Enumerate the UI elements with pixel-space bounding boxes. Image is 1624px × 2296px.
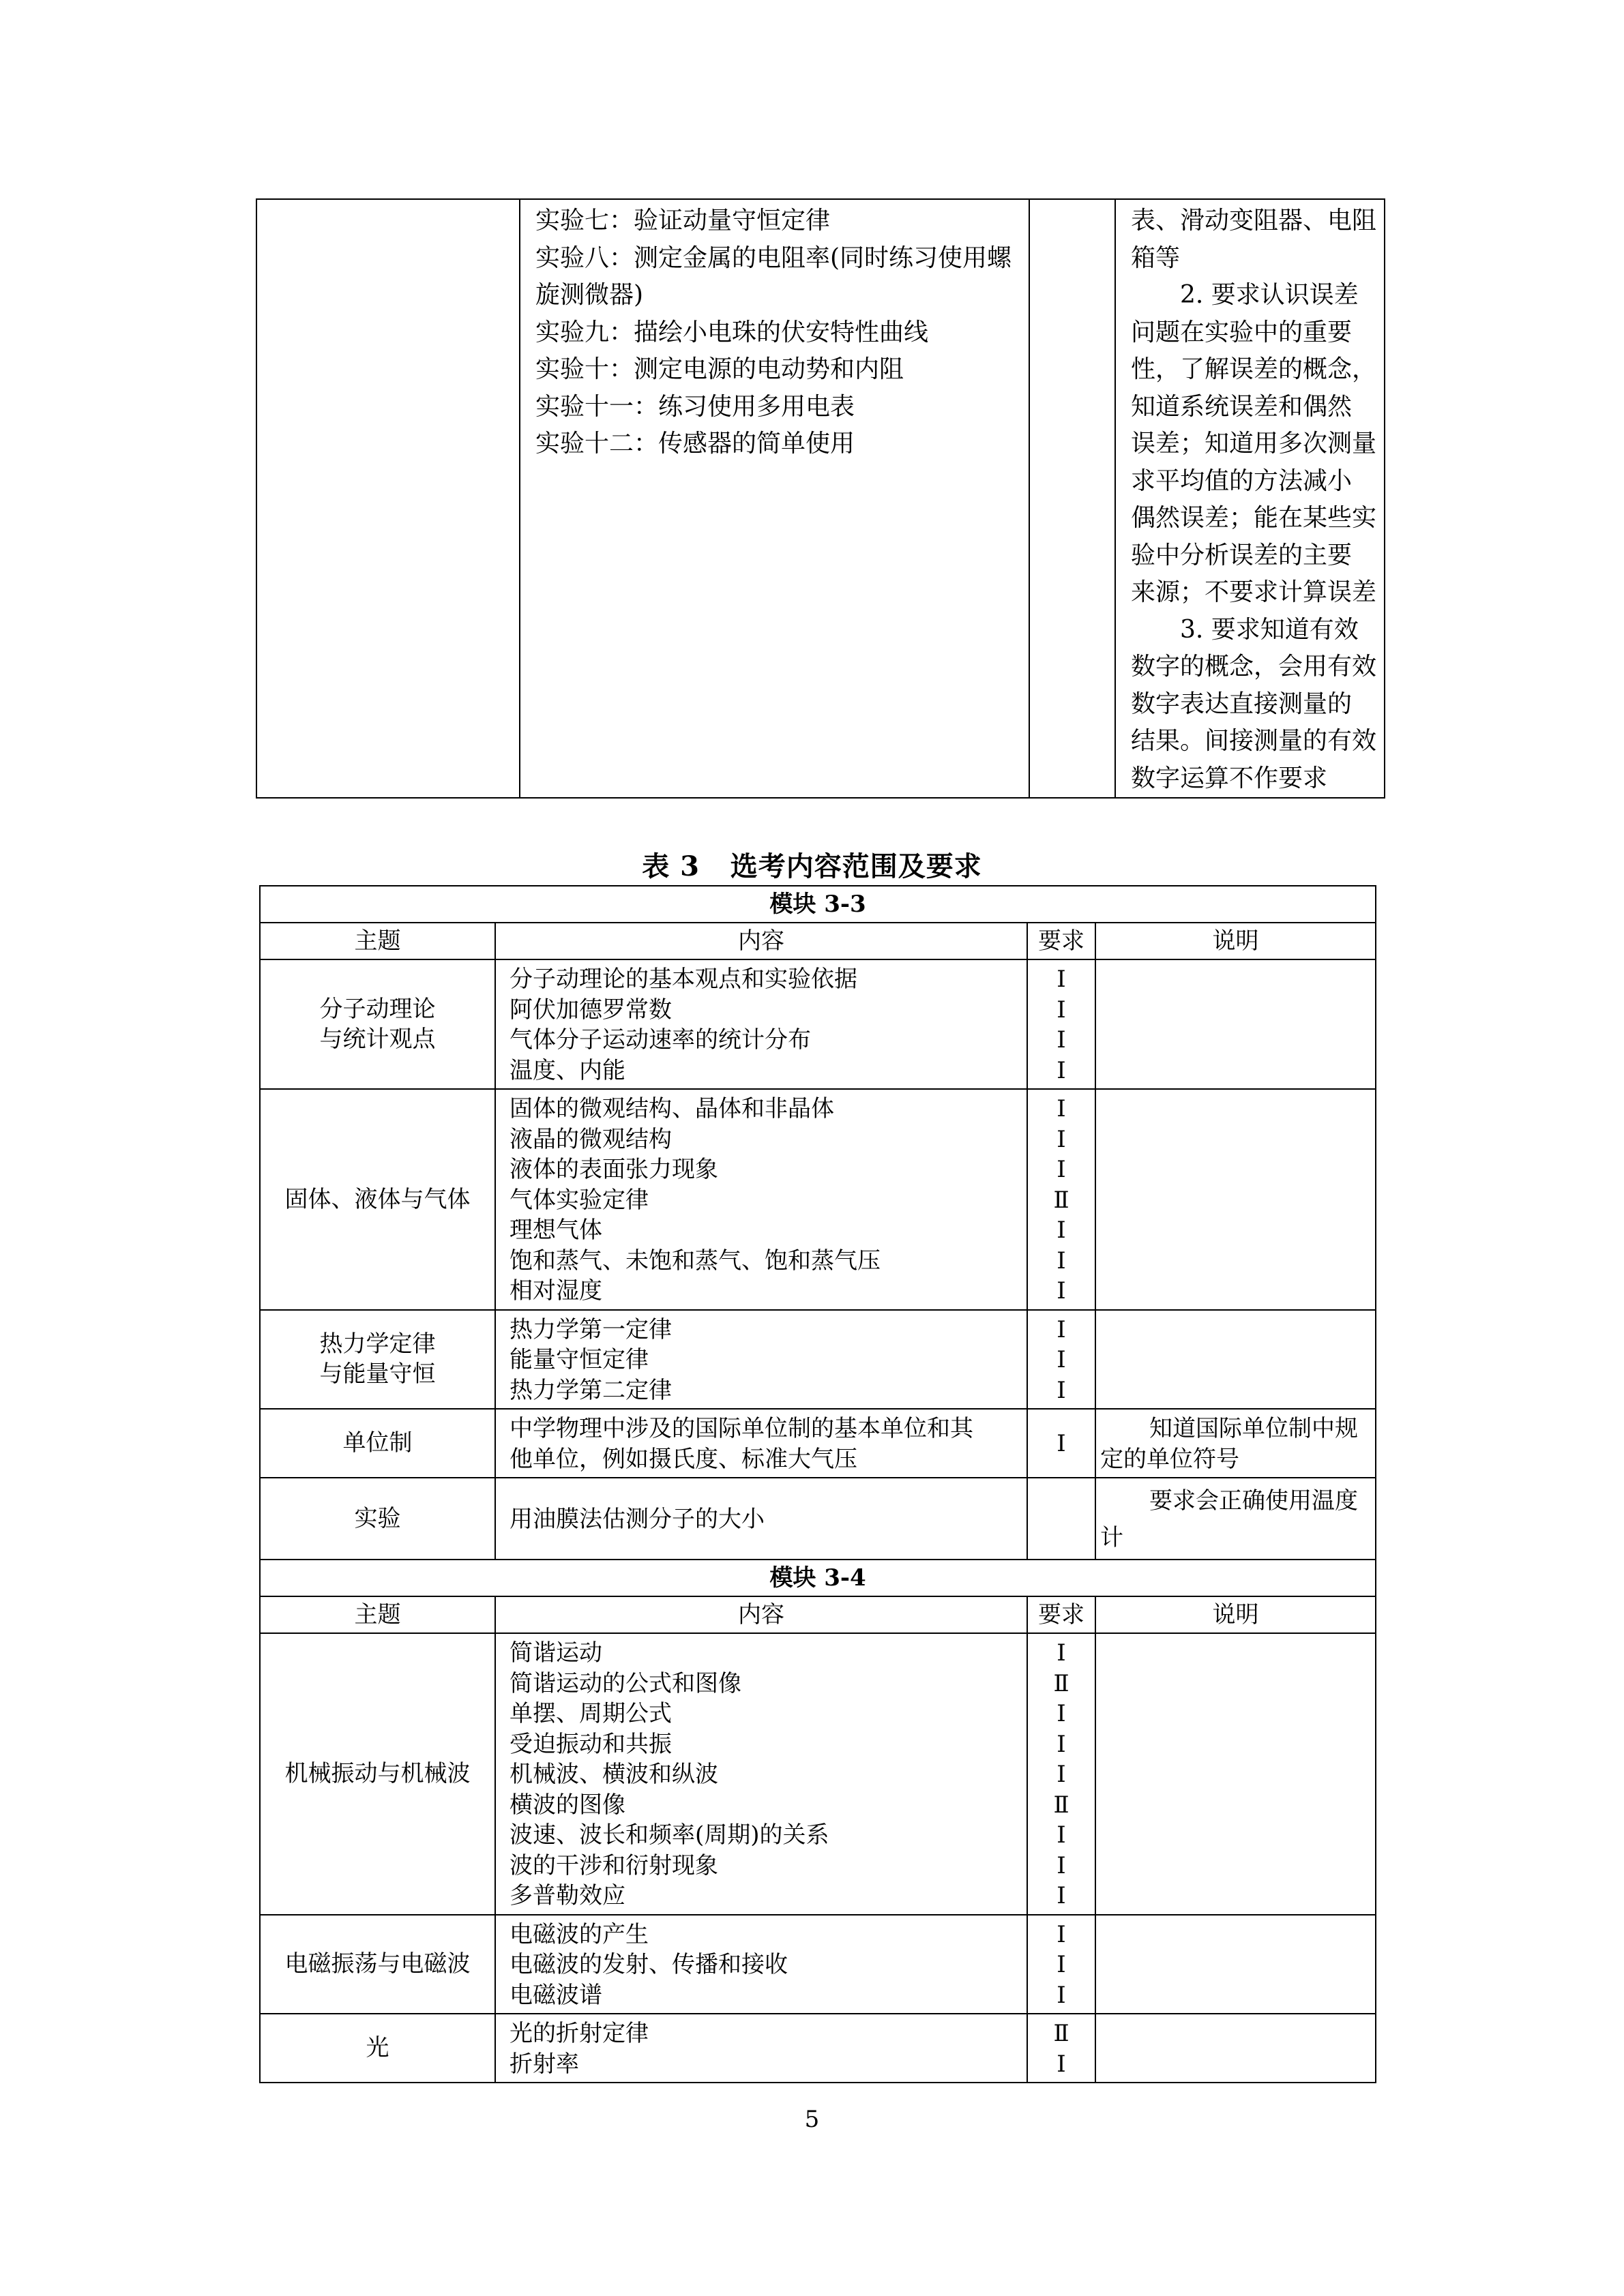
experiment-item: 旋测微器) — [535, 281, 644, 309]
topic-cell — [260, 1089, 495, 1310]
requirement-level: Ⅰ — [1057, 1981, 1066, 2009]
requirement-cell — [1027, 2014, 1095, 2083]
requirement-level: Ⅱ — [1053, 1186, 1069, 1214]
content-item: 理想气体 — [510, 1217, 602, 1244]
topic-cell — [260, 1310, 495, 1410]
description-line: 定的单位符号 — [1100, 1445, 1239, 1473]
requirement-level: Ⅰ — [1057, 1882, 1066, 1909]
requirement-cell — [1027, 1633, 1095, 1915]
note-line: 知道系统误差和偶然 — [1131, 392, 1353, 421]
requirement-level: Ⅰ — [1057, 1346, 1066, 1373]
requirement-level: Ⅰ — [1057, 1951, 1066, 1978]
topic-line: 与统计观点 — [319, 1026, 436, 1053]
topic-cell-empty — [256, 199, 520, 798]
content-item: 液体的表面张力现象 — [510, 1156, 718, 1183]
topic-line: 电磁振荡与电磁波 — [284, 1950, 471, 1978]
content-item: 单摆、周期公式 — [510, 1700, 672, 1727]
requirement-level: Ⅰ — [1057, 1095, 1066, 1122]
note-line: 3. 要求知道有效 — [1180, 615, 1359, 644]
content-cell — [495, 959, 1027, 1089]
content-cell — [495, 1310, 1027, 1410]
requirement-cell — [1027, 1310, 1095, 1410]
note-line: 验中分析误差的主要 — [1131, 541, 1353, 569]
description-cell — [1095, 1409, 1376, 1478]
notes-cell — [1115, 199, 1385, 798]
topic-line: 分子动理论 — [319, 995, 436, 1023]
module-title: 模块 3-4 — [260, 1560, 1376, 1596]
requirement-level: Ⅰ — [1057, 1125, 1066, 1153]
header-topic: 主题 — [260, 1596, 495, 1633]
requirement-level: Ⅰ — [1057, 1217, 1066, 1244]
note-line: 偶然误差；能在某些实 — [1131, 504, 1377, 532]
header-content: 内容 — [495, 1596, 1027, 1633]
requirement-level: Ⅱ — [1053, 2020, 1069, 2047]
description-line: 要求会正确使用温度 — [1149, 1487, 1358, 1515]
table-row — [260, 1310, 1376, 1410]
content-item: 相对湿度 — [510, 1277, 602, 1304]
requirement-level: Ⅰ — [1057, 1639, 1066, 1667]
requirement-cell — [1027, 959, 1095, 1089]
note-line: 求平均值的方法减小 — [1131, 466, 1353, 495]
content-cell — [495, 1915, 1027, 2014]
requirement-level: Ⅰ — [1057, 996, 1066, 1024]
topic-line: 光 — [366, 2034, 389, 2062]
elective-content-table — [259, 885, 1376, 2083]
content-item: 波速、波长和频率(周期)的关系 — [510, 1821, 829, 1849]
content-cell — [495, 2014, 1027, 2083]
content-item: 受迫振动和共振 — [510, 1730, 672, 1758]
note-line: 数字运算不作要求 — [1131, 764, 1328, 792]
experiment-item: 实验十：测定电源的电动势和内阻 — [535, 355, 904, 383]
requirement-level: Ⅰ — [1057, 1277, 1066, 1304]
topic-cell — [260, 1478, 495, 1560]
requirement-level: Ⅱ — [1053, 1669, 1069, 1697]
content-cell — [495, 1409, 1027, 1478]
requirement-level: Ⅰ — [1057, 1376, 1066, 1404]
content-item: 用油膜法估测分子的大小 — [510, 1505, 765, 1533]
requirement-level: Ⅰ — [1057, 1700, 1066, 1727]
content-item: 中学物理中涉及的国际单位制的基本单位和其 — [510, 1415, 973, 1442]
content-item: 电磁波的产生 — [510, 1920, 649, 1948]
description-cell — [1095, 1633, 1376, 1915]
requirement-cell — [1027, 1915, 1095, 2014]
module-header-row — [260, 1560, 1376, 1596]
topic-cell — [260, 1915, 495, 2014]
description-cell — [1095, 959, 1376, 1089]
requirement-level: Ⅰ — [1057, 1156, 1066, 1183]
topic-cell — [260, 1409, 495, 1478]
content-item: 电磁波谱 — [510, 1981, 602, 2009]
table-row — [260, 1089, 1376, 1310]
content-item: 能量守恒定律 — [510, 1346, 649, 1373]
topic-cell — [260, 1633, 495, 1915]
content-item: 光的折射定律 — [510, 2020, 649, 2047]
content-item: 横波的图像 — [510, 1791, 625, 1819]
requirement-level: Ⅰ — [1057, 2050, 1066, 2078]
content-item: 电磁波的发射、传播和接收 — [510, 1951, 788, 1978]
requirement-level: Ⅰ — [1057, 1430, 1066, 1458]
content-item: 饱和蒸气、未饱和蒸气、饱和蒸气压 — [510, 1247, 881, 1274]
requirement-level: Ⅰ — [1057, 1247, 1066, 1274]
content-item: 多普勒效应 — [510, 1882, 625, 1909]
content-item: 简谐运动的公式和图像 — [510, 1669, 741, 1697]
note-line: 来源；不要求计算误差 — [1131, 578, 1377, 606]
content-cell — [495, 1478, 1027, 1560]
note-line: 数字的概念，会用有效 — [1131, 653, 1377, 681]
requirement-level: Ⅰ — [1057, 1026, 1066, 1054]
topic-cell — [260, 2014, 495, 2083]
table-row — [260, 1409, 1376, 1478]
topic-line: 固体、液体与气体 — [284, 1185, 471, 1213]
table-row — [260, 959, 1376, 1089]
requirement-level: Ⅰ — [1057, 1315, 1066, 1343]
note-line: 2. 要求认识误差 — [1180, 281, 1359, 309]
requirement-level: Ⅰ — [1057, 1056, 1066, 1084]
requirement-cell-empty — [1029, 199, 1115, 798]
requirement-cell — [1027, 1089, 1095, 1310]
note-line: 箱等 — [1131, 243, 1181, 272]
content-item: 他单位，例如摄氏度、标准大气压 — [510, 1445, 857, 1473]
content-item: 热力学第二定律 — [510, 1376, 672, 1404]
requirement-level: Ⅰ — [1057, 1730, 1066, 1758]
note-line: 性，了解误差的概念， — [1131, 355, 1377, 383]
table-row — [260, 1633, 1376, 1915]
content-item: 简谐运动 — [510, 1639, 602, 1667]
experiment-item: 实验九：描绘小电珠的伏安特性曲线 — [535, 318, 929, 346]
content-cell — [495, 1633, 1027, 1915]
content-item: 折射率 — [510, 2050, 579, 2078]
content-item: 固体的微观结构、晶体和非晶体 — [510, 1095, 834, 1122]
requirement-cell — [1027, 1478, 1095, 1560]
module-title: 模块 3-3 — [260, 886, 1376, 923]
header-description: 说明 — [1095, 923, 1376, 959]
note-line: 结果。间接测量的有效 — [1131, 727, 1377, 755]
table-row — [260, 2014, 1376, 2083]
column-header-row — [260, 923, 1376, 959]
content-item: 温度、内能 — [510, 1056, 625, 1084]
requirement-level: Ⅰ — [1057, 1920, 1066, 1948]
content-item: 液晶的微观结构 — [510, 1125, 672, 1153]
requirement-level: Ⅰ — [1057, 1761, 1066, 1788]
content-item: 气体实验定律 — [510, 1186, 649, 1214]
requirement-cell — [1027, 1409, 1095, 1478]
topic-line: 单位制 — [342, 1429, 413, 1457]
requirement-level: Ⅱ — [1053, 1791, 1069, 1819]
description-cell — [1095, 1089, 1376, 1310]
experiments-list-cell — [520, 199, 1029, 798]
header-requirement: 要求 — [1027, 923, 1095, 959]
content-item: 气体分子运动速率的统计分布 — [510, 1026, 811, 1054]
header-content: 内容 — [495, 923, 1027, 959]
experiment-item: 实验十一：练习使用多用电表 — [535, 392, 855, 421]
topic-line: 与能量守恒 — [319, 1360, 436, 1388]
note-line: 问题在实验中的重要 — [1131, 318, 1353, 346]
page-number: 5 — [804, 2106, 820, 2133]
table-row — [260, 1478, 1376, 1560]
description-cell — [1095, 1915, 1376, 2014]
note-line: 误差；知道用多次测量 — [1131, 430, 1377, 458]
header-topic: 主题 — [260, 923, 495, 959]
content-item: 热力学第一定律 — [510, 1315, 672, 1343]
content-item: 阿伏加德罗常数 — [510, 996, 672, 1024]
description-cell — [1095, 2014, 1376, 2083]
description-line: 计 — [1100, 1524, 1123, 1551]
topic-line: 热力学定律 — [319, 1330, 436, 1358]
module-header-row — [260, 886, 1376, 923]
table-row — [256, 199, 1385, 798]
note-line: 表、滑动变阻器、电阻 — [1131, 207, 1377, 235]
requirement-level: Ⅰ — [1057, 1821, 1066, 1849]
experiment-item: 实验十二：传感器的简单使用 — [535, 430, 855, 458]
content-item: 波的干涉和衍射现象 — [510, 1851, 718, 1879]
experiment-item: 实验八：测定金属的电阻率(同时练习使用螺 — [535, 243, 1012, 272]
header-requirement: 要求 — [1027, 1596, 1095, 1633]
experiment-item: 实验七：验证动量守恒定律 — [535, 207, 831, 235]
header-description: 说明 — [1095, 1596, 1376, 1633]
description-cell — [1095, 1478, 1376, 1560]
topic-cell — [260, 959, 495, 1089]
content-cell — [495, 1089, 1027, 1310]
topic-line: 机械振动与机械波 — [284, 1760, 471, 1787]
table-row — [260, 1915, 1376, 2014]
table-title: 表 3 选考内容范围及要求 — [642, 850, 982, 882]
requirement-level: Ⅰ — [1057, 966, 1066, 993]
experiments-continuation-table — [256, 198, 1385, 799]
content-item: 机械波、横波和纵波 — [510, 1761, 718, 1788]
content-item: 分子动理论的基本观点和实验依据 — [510, 966, 857, 993]
requirement-level: Ⅰ — [1057, 1851, 1066, 1879]
topic-line: 实验 — [354, 1504, 401, 1532]
column-header-row — [260, 1596, 1376, 1633]
note-line: 数字表达直接测量的 — [1131, 689, 1353, 718]
description-line: 知道国际单位制中规 — [1149, 1415, 1358, 1442]
description-cell — [1095, 1310, 1376, 1410]
